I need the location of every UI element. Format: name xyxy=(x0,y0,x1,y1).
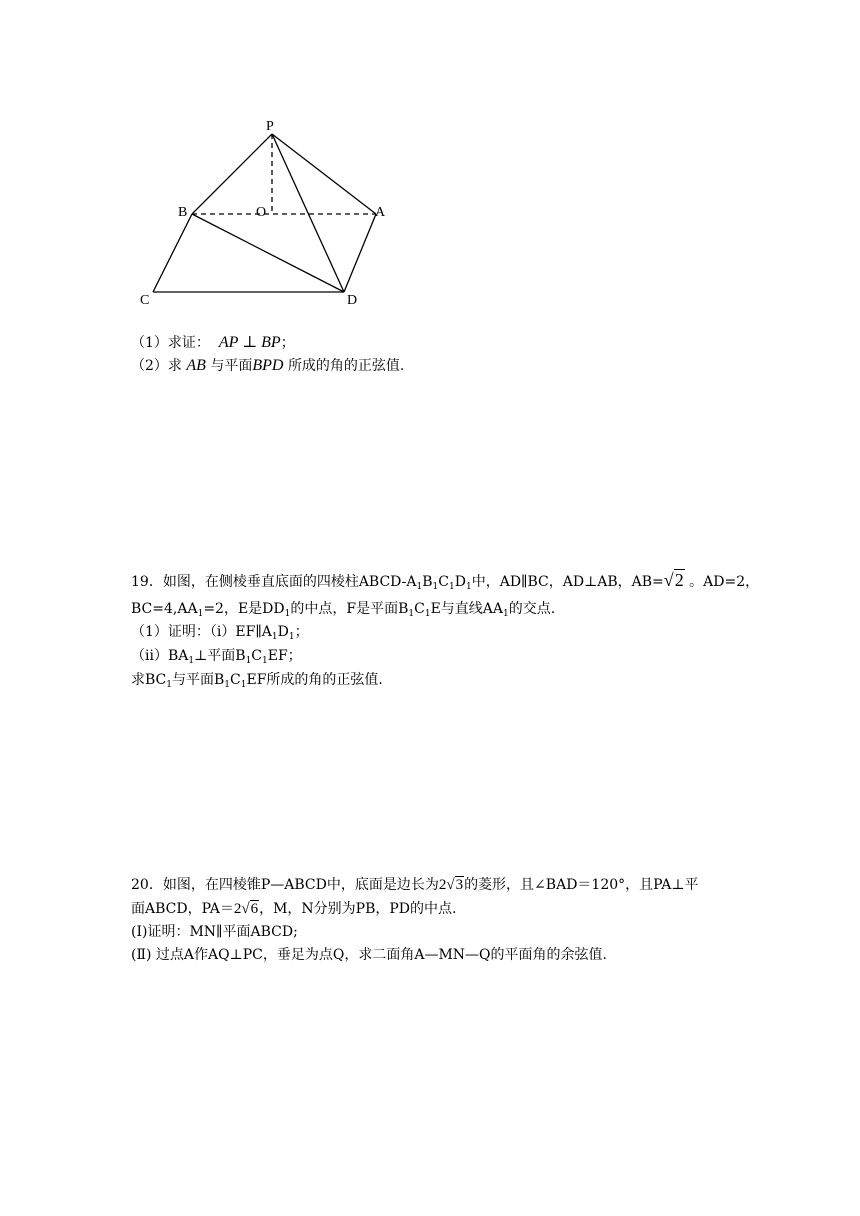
q19-l2f: 的交点. xyxy=(508,601,556,617)
q18-part2 xyxy=(131,356,404,376)
q19-l1f: 。AD=2， xyxy=(689,574,760,590)
q20-line3: (Ⅰ)证明：MN∥平面ABCD; xyxy=(131,924,298,940)
q19-s15: 1 xyxy=(166,680,172,690)
q19-s16: 1 xyxy=(224,680,231,690)
q19-s8: 1 xyxy=(424,609,431,619)
edge-pb xyxy=(192,134,272,214)
q19-l4a: （ⅱ）BA xyxy=(131,648,189,664)
q19-s6: 1 xyxy=(284,609,291,619)
q18-p2-pre: （2）求 xyxy=(131,358,182,374)
q20-l2-coef: 2 xyxy=(233,901,242,917)
edge-ad xyxy=(344,214,376,292)
label-a: A xyxy=(375,205,386,220)
label-b: B xyxy=(178,205,188,220)
q18-p1-prefix: （1）求证： xyxy=(131,335,210,351)
q19-s3: 1 xyxy=(449,582,455,592)
q19-l1c: C xyxy=(438,574,449,590)
label-c: C xyxy=(140,293,150,308)
q18-p2-bpd: BPD xyxy=(252,357,284,374)
q19-line1 xyxy=(131,570,759,597)
q19-s7: 1 xyxy=(408,609,415,619)
q19-l2a: BC=4,AA xyxy=(131,601,198,617)
q20-line2 xyxy=(131,899,456,919)
q19-l5c: C xyxy=(230,672,241,688)
pyramid-figure xyxy=(0,0,860,320)
q19-l5a: 求BC xyxy=(131,672,167,688)
q19-l2c: 的中点，F是平面B xyxy=(290,601,409,617)
edge-bc xyxy=(153,214,192,292)
q20-line1 xyxy=(131,875,699,895)
q19-l4d: EF； xyxy=(267,648,302,664)
q19-l4b: ⊥平面B xyxy=(194,648,246,664)
q18-p1-suffix: ； xyxy=(280,335,295,351)
q19-l1b: B xyxy=(422,574,433,590)
q20-l1-coef: 2 xyxy=(438,877,447,893)
sqrt-6: 2√6 xyxy=(233,901,259,917)
q19-l2d: C xyxy=(414,601,425,617)
q20-l2b: ，M，N分别为PB，PD的中点. xyxy=(259,901,457,917)
q19-s17: 1 xyxy=(240,680,247,690)
q19-l1d: D xyxy=(454,574,466,590)
q20-l1a: 20．如图，在四棱锥P—ABCD中，底面是边长为 xyxy=(131,877,439,893)
q19-s1: 1 xyxy=(416,582,423,592)
sqrt-2-radicand: 2 xyxy=(674,570,684,590)
q18-part1 xyxy=(131,333,295,353)
sqrt-2: √2 xyxy=(663,570,684,590)
sqrt-6-radicand: 6 xyxy=(250,901,259,917)
q19-s14: 1 xyxy=(262,656,268,666)
q19-s9: 1 xyxy=(503,609,509,619)
q19-s12: 1 xyxy=(188,656,195,666)
label-d: D xyxy=(347,293,358,308)
sqrt-3: 2√3 xyxy=(438,877,464,893)
q19-s13: 1 xyxy=(245,656,252,666)
q19-l3a: （1）证明：（ⅰ）EF∥A xyxy=(131,624,272,640)
q19-l2b: =2，E是DD xyxy=(203,601,285,617)
q18-p2-post: 所成的角的正弦值. xyxy=(287,358,405,374)
q19-l1a: 19．如图，在侧棱垂直底面的四棱柱ABCD-A xyxy=(131,574,417,590)
q19-line3 xyxy=(131,622,309,647)
label-o: O xyxy=(256,205,267,220)
q19-s2: 1 xyxy=(432,582,439,592)
q19-line2 xyxy=(131,599,555,624)
q19-l3b: D xyxy=(277,624,289,640)
q19-s11: 1 xyxy=(288,632,295,642)
q19-line5 xyxy=(131,670,383,695)
q19-l4c: C xyxy=(251,648,263,664)
q19-s5: 1 xyxy=(197,609,204,619)
q19-l1e: 中，AD∥BC，AD⊥AB，AB= xyxy=(471,574,664,590)
q19-l5b: 与平面B xyxy=(172,672,225,688)
q19-line4 xyxy=(131,646,302,671)
q18-p2-ab: AB xyxy=(186,357,206,374)
q18-p2-mid: 与平面 xyxy=(210,358,253,374)
q20-l2a: 面ABCD，PA＝ xyxy=(131,901,234,917)
edge-pd xyxy=(272,134,344,292)
edge-bd xyxy=(192,214,344,292)
q19-s10: 1 xyxy=(271,632,278,642)
q20-line4: (Ⅱ) 过点A作AQ⊥PC，垂足为点Q，求二面角A—MN—Q的平面角的余弦值. xyxy=(131,947,607,963)
q20-l1b: 的菱形，且∠BAD＝120°，且PA⊥平 xyxy=(464,877,699,893)
q19-l2e: E与直线AA xyxy=(430,601,504,617)
q19-l5d: EF所成的角的正弦值. xyxy=(246,672,383,688)
q19-l3c: ； xyxy=(294,624,309,640)
edge-pa xyxy=(272,134,376,214)
label-p: P xyxy=(266,119,274,134)
sqrt-3-radicand: 3 xyxy=(455,877,464,893)
q18-p1-math: AP ⊥ BP xyxy=(218,334,281,351)
q19-s4: 1 xyxy=(465,582,472,592)
